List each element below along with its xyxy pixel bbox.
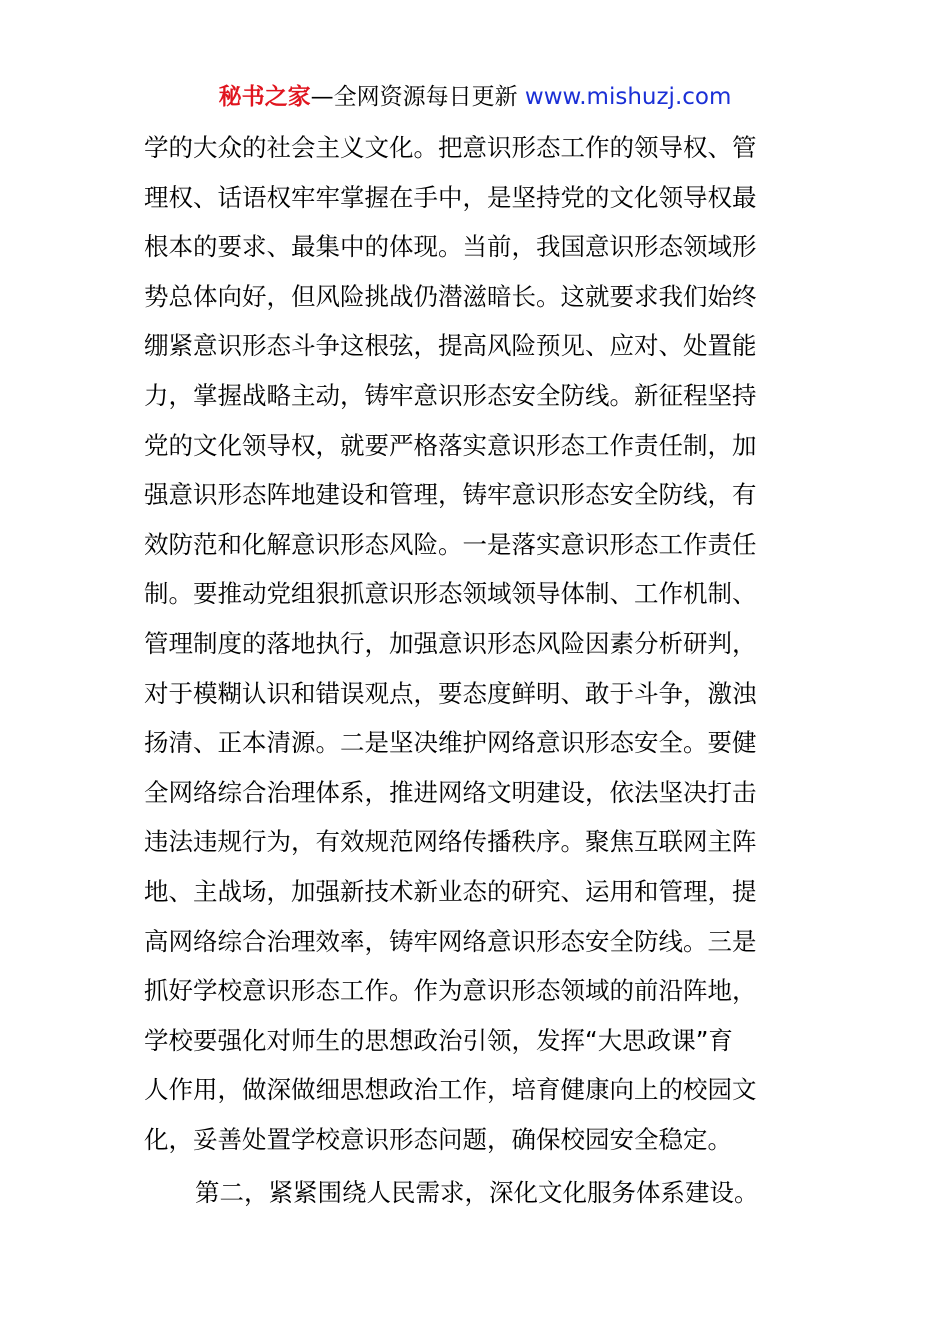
header-tagline: —全网资源每日更新	[310, 84, 518, 110]
text-line: 对于模糊认识和错误观点，要态度鲜明、敢于斗争，激浊	[144, 678, 757, 708]
text-line: 抓好学校意识形态工作。作为意识形态领域的前沿阵地，	[144, 976, 757, 1006]
text-line: 制。要推动党组狠抓意识形态领域领导体制、工作机制、	[144, 579, 757, 609]
text-line: 扬清、正本清源。二是坚决维护网络意识形态安全。要健	[144, 728, 757, 758]
section-heading-paragraph: 第二，紧紧围绕人民需求，深化文化服务体系建设。	[195, 1178, 759, 1207]
text-line: 全网络综合治理体系，推进网络文明建设，依法坚决打击	[144, 777, 757, 807]
text-line: 学的大众的社会主义文化。把意识形态工作的领导权、管	[144, 133, 757, 162]
text-line: 强意识形态阵地建设和管理，铸牢意识形态安全防线，有	[144, 480, 757, 510]
text-line: 地、主战场，加强新技术新业态的研究、运用和管理，提	[144, 876, 757, 906]
text-line: 化，妥善处置学校意识形态问题，确保校园安全稳定。	[144, 1124, 732, 1154]
text-line: 高网络综合治理效率，铸牢网络意识形态安全防线。三是	[144, 926, 757, 956]
text-line: 绷紧意识形态斗争这根弦，提高风险预见、应对、处置能	[144, 331, 757, 361]
text-line: 党的文化领导权，就要严格落实意识形态工作责任制，加	[144, 430, 757, 460]
text-line: 管理制度的落地执行，加强意识形态风险因素分析研判，	[144, 628, 757, 658]
text-line: 违法违规行为，有效规范网络传播秩序。聚焦互联网主阵	[144, 827, 757, 857]
text-line: 效防范和化解意识形态风险。一是落实意识形态工作责任	[144, 529, 757, 559]
text-line: 势总体向好，但风险挑战仍潜滋暗长。这就要求我们始终	[144, 281, 757, 311]
text-line: 人作用，做深做细思想政治工作，培育健康向上的校园文	[144, 1075, 757, 1105]
text-line: 力，掌握战略主动，铸牢意识形态安全防线。新征程坚持	[144, 380, 757, 410]
brand-name: 秘书之家	[218, 84, 311, 110]
site-url[interactable]: www.mishuzj.com	[524, 84, 732, 110]
text-line: 学校要强化对师生的思想政治引领，发挥“大思政课”育	[144, 1025, 733, 1055]
body-paragraph	[144, 123, 816, 1164]
page-header	[0, 80, 950, 114]
text-line: 根本的要求、最集中的体现。当前，我国意识形态领域形	[144, 232, 757, 262]
text-line: 理权、话语权牢牢掌握在手中，是坚持党的文化领导权最	[144, 182, 757, 212]
